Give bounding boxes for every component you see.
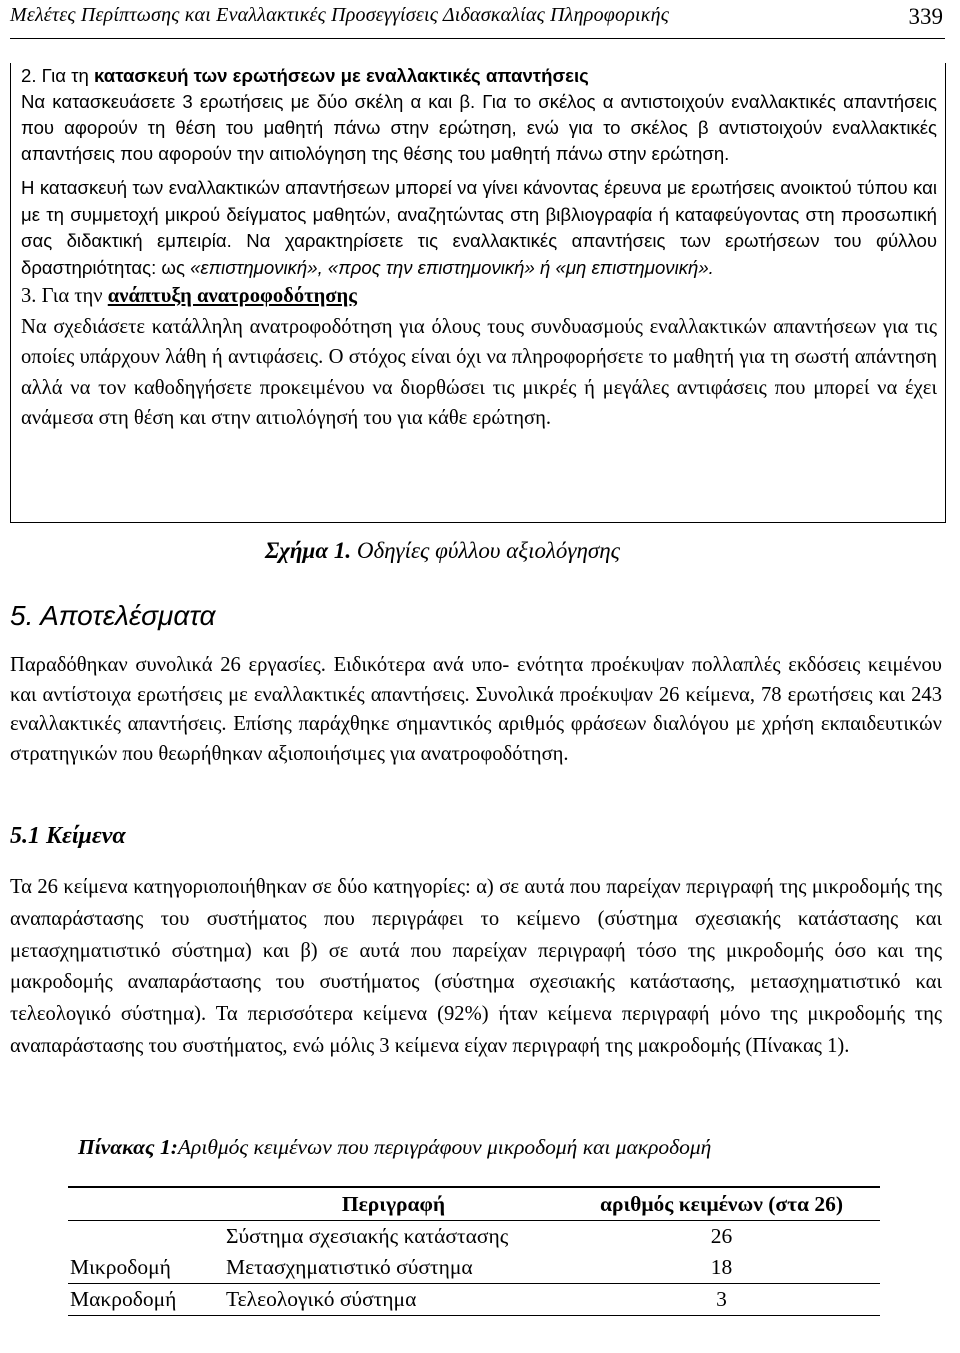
item2-text: Να κατασκευάσετε 3 ερωτήσεις με δύο σκέλη α και β. Για το σκέλος α αντιστοιχούν εναλλακτικές απαντήσεις που αφορούν τη θέση του μαθητή πάνω στην ερώτηση, ενώ για το σκέλος β αντιστοιχούν εναλλακτικές απαντήσεις που αφορούν την αιτιολόγηση της θέσης του μαθητή πάνω στην ερώτηση.: [21, 91, 937, 164]
table-caption: [78, 1135, 711, 1160]
figure-label: Σχήμα 1.: [265, 538, 352, 563]
figure-caption: [265, 538, 620, 564]
table-header-row: [68, 1187, 880, 1221]
construction-italic: «επιστημονική», «προς την επιστημονική» ή «μη επιστημονική».: [190, 256, 714, 278]
item3-prefix: 3. Για την: [21, 285, 108, 308]
item2-prefix: 2. Για τη: [21, 65, 95, 86]
table-caption-label: Πίνακας 1:: [78, 1135, 178, 1159]
table-caption-text: Αριθμός κειμένων που περιγράφουν μικροδομή και μακροδομή: [177, 1135, 712, 1159]
figure-caption-text: Οδηγίες φύλλου αξιολόγησης: [351, 538, 620, 563]
table-cell-category: Μακροδομή: [68, 1284, 220, 1316]
structure-table: [68, 1186, 880, 1316]
table-row: [68, 1221, 880, 1253]
page-number: 339: [908, 4, 943, 29]
running-header: [10, 4, 945, 39]
table-cell-category: Μικροδομή: [70, 1255, 171, 1279]
table-cell-count: 26: [710, 1224, 733, 1248]
construction-text: Η κατασκευή των εναλλακτικών απαντήσεων μπορεί να γίνει κάνοντας έρευνα με ερωτήσεις ανοικτού τύπου και με τη συμμετοχή μικρού δείγματος μαθητών, αναζητώντας στη βιβλιογραφία ή καταφεύγοντας στη προσωπική σας διδακτική εμπειρία. Να χαρακτηρίσετε τις εναλλακτικές απαντήσεις των ερωτήσεων του φύλλου δραστηριότητας: ως: [21, 177, 937, 278]
table-header-cell: Περιγραφή: [341, 1191, 446, 1216]
instructions-box: [10, 63, 946, 523]
item3-heading: ανάπτυξη ανατροφοδότησης: [107, 285, 357, 308]
section-title: 5. Αποτελέσματα: [10, 600, 216, 631]
item3-paragraph: [21, 281, 937, 433]
table-header-cell: αριθμός κειμένων (στα 26): [599, 1191, 844, 1216]
table-header-cell: [68, 1187, 220, 1221]
construction-paragraph: [21, 175, 937, 281]
table-cell-description: Μετασχηματιστικό σύστημα: [226, 1255, 473, 1279]
table-cell-count: 3: [563, 1284, 880, 1316]
table-cell-description: Σύστημα σχεσιακής κατάστασης: [226, 1224, 509, 1248]
running-title: Μελέτες Περίπτωσης και Εναλλακτικές Προσεγγίσεις Διδασκαλίας Πληροφορικής: [10, 4, 670, 26]
item2-heading: κατασκευή των ερωτήσεων με εναλλακτικές απαντήσεις: [94, 65, 589, 86]
results-paragraph: Παραδόθηκαν συνολικά 26 εργασίες. Ειδικότερα ανά υπο- ενότητα προέκυψαν πολλαπλές εκδόσεις κειμένου και αντίστοιχα ερωτήσεις με εναλλακτικές απαντήσεις. Συνολικά προέκυψαν 26 κείμενα, 78 ερωτήσεις και 243 εναλλακτικές απαντήσεις. Επίσης παράχθηκε σημαντικός αριθμός φράσεων διαλόγου με χρήση εκπαιδευτικών στρατηγικών που θεωρήθηκαν αξιοποιήσιμες για ανατροφοδότηση.: [10, 654, 942, 766]
texts-paragraph: Τα 26 κείμενα κατηγοριοποιήθηκαν σε δύο κατηγορίες: α) σε αυτά που παρείχαν περιγραφή της μικροδομής της αναπαράστασης του συστήματος που περιγράφει το κείμενο (σύστημα σχεσιακής κατάστασης και μετασχηματιστικό σύστημα) και β) σε αυτά που παρείχαν περιγραφή τόσο της μικροδομής όσο και της μακροδομής αναπαράστασης του συστήματος (σύστημα σχεσιακής κατάστασης, μετασχηματιστικό και τελεολογικό σύστημα). Τα περισσότερα κείμενα (92%) ήταν κείμενα περιγραφή μόνο της μικροδομής της αναπαράστασης του συστήματος, ενώ μόλις 3 κείμενα είχαν περιγραφή της μακροδομής (Πίνακας 1).: [10, 876, 942, 1057]
subsection-title: 5.1 Κείμενα: [10, 823, 126, 849]
table-cell-description: Τελεολογικό σύστημα: [220, 1284, 563, 1316]
table-row: [68, 1284, 880, 1316]
table-cell-count: 18: [710, 1255, 733, 1279]
item2-paragraph: [21, 63, 937, 167]
item3-text: Να σχεδιάσετε κατάλληλη ανατροφοδότηση για όλους τους συνδυασμούς εναλλακτικών απαντήσεων για τις οποίες υπάρχουν λάθη ή αντιφάσεις. Ο στόχος είναι όχι να πληροφορήσετε το μαθητή για τη σωστή απάντηση αλλά να τον καθοδηγήσετε προκειμένου να διορθώσει τις μικρές ή μεγάλες αντιφάσεις που μπορεί να έχει ανάμεσα στη θέση και στην αιτιολόγησή του για κάθε ερώτηση.: [21, 315, 937, 429]
